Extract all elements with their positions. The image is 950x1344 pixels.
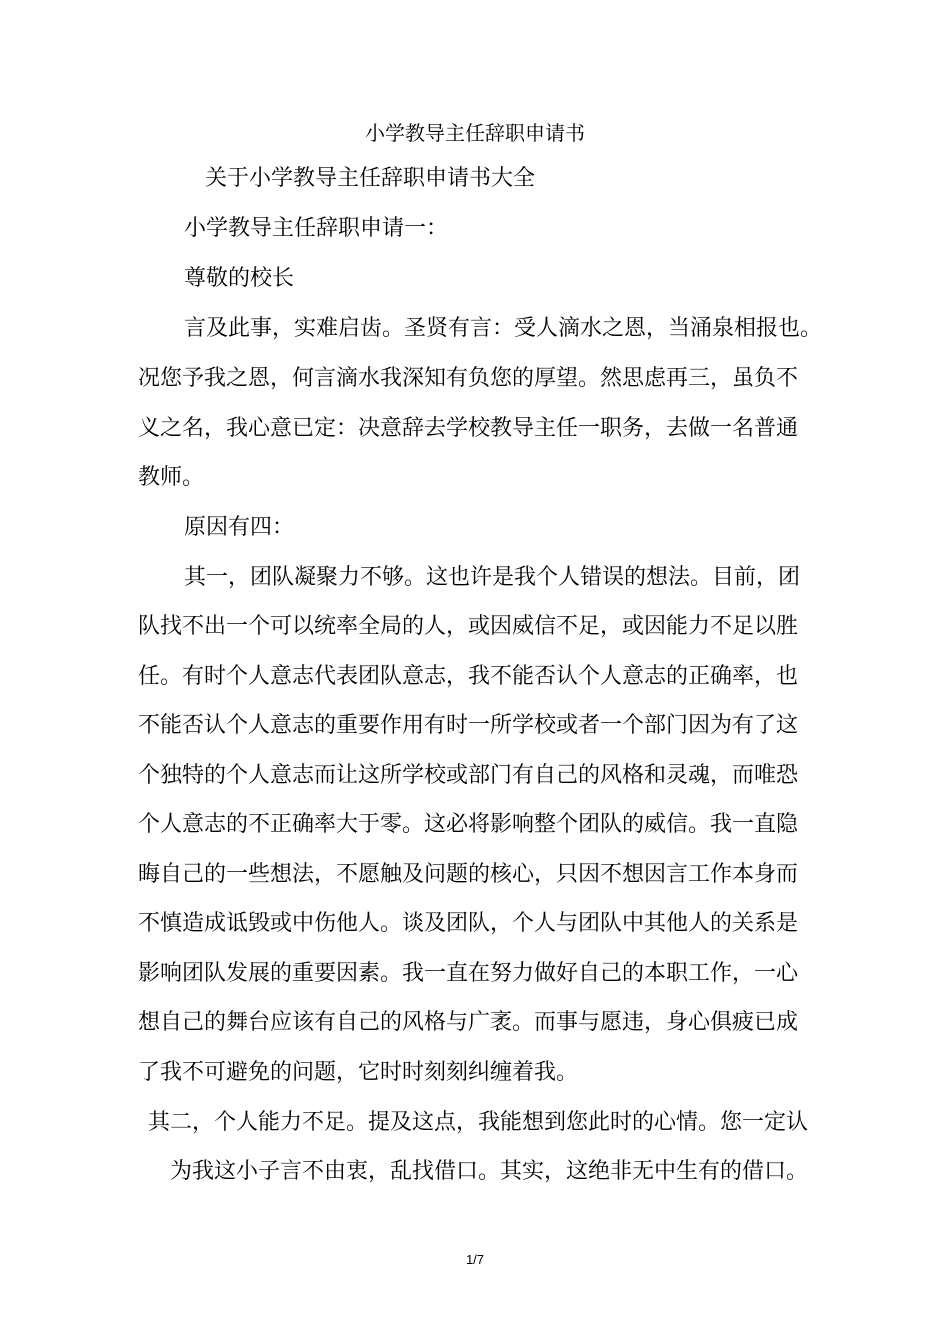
paragraph-line: 晦自己的一些想法，不愿触及问题的核心，只因不想因言工作本身而	[138, 862, 799, 887]
paragraph-line: 况您予我之恩，何言滴水我深知有负您的厚望。然思虑再三，虽负不	[138, 366, 799, 391]
paragraph-line: 不能否认个人意志的重要作用有时一所学校或者一个部门因为有了这	[138, 713, 799, 738]
paragraph-line: 任。有时个人意志代表团队意志，我不能否认个人意志的正确率，也	[138, 664, 799, 689]
paragraph-line: 了我不可避免的问题，它时时刻刻纠缠着我。	[138, 1060, 579, 1085]
paragraph-line: 原因有四：	[184, 515, 295, 540]
paragraph-line: 不慎造成诋毁或中伤他人。谈及团队，个人与团队中其他人的关系是	[138, 911, 799, 936]
paragraph-line: 其二，个人能力不足。提及这点，我能想到您此时的心情。您一定认	[148, 1110, 809, 1135]
paragraph-line: 个独特的个人意志而让这所学校或部门有自己的风格和灵魂，而唯恐	[138, 763, 799, 788]
paragraph-line: 队找不出一个可以统率全局的人，或因威信不足，或因能力不足以胜	[138, 614, 799, 639]
subtitle-line: 关于小学教导主任辞职申请书大全	[205, 166, 536, 191]
paragraph-line: 言及此事，实难启齿。圣贤有言：受人滴水之恩，当涌泉相报也。	[184, 316, 823, 341]
paragraph-line: 义之名，我心意已定：决意辞去学校教导主任一职务，去做一名普通	[138, 416, 799, 441]
salutation: 尊敬的校长	[184, 266, 295, 291]
paragraph-line: 为我这小子言不由衷，乱找借口。其实，这绝非无中生有的借口。	[170, 1159, 809, 1184]
paragraph-line: 教师。	[138, 465, 205, 490]
document-title: 小学教导主任辞职申请书	[365, 121, 585, 145]
paragraph-line: 其一，团队凝聚力不够。这也许是我个人错误的想法。目前，团	[184, 565, 801, 590]
section-heading: 小学教导主任辞职申请一：	[184, 216, 449, 241]
paragraph-line: 想自己的舞台应该有自己的风格与广袤。而事与愿违，身心俱疲已成	[138, 1010, 799, 1035]
paragraph-line: 影响团队发展的重要因素。我一直在努力做好自己的本职工作，一心	[138, 961, 799, 986]
paragraph-line: 个人意志的不正确率大于零。这必将影响整个团队的威信。我一直隐	[138, 812, 799, 837]
page-number: 1/7	[465, 1252, 485, 1267]
